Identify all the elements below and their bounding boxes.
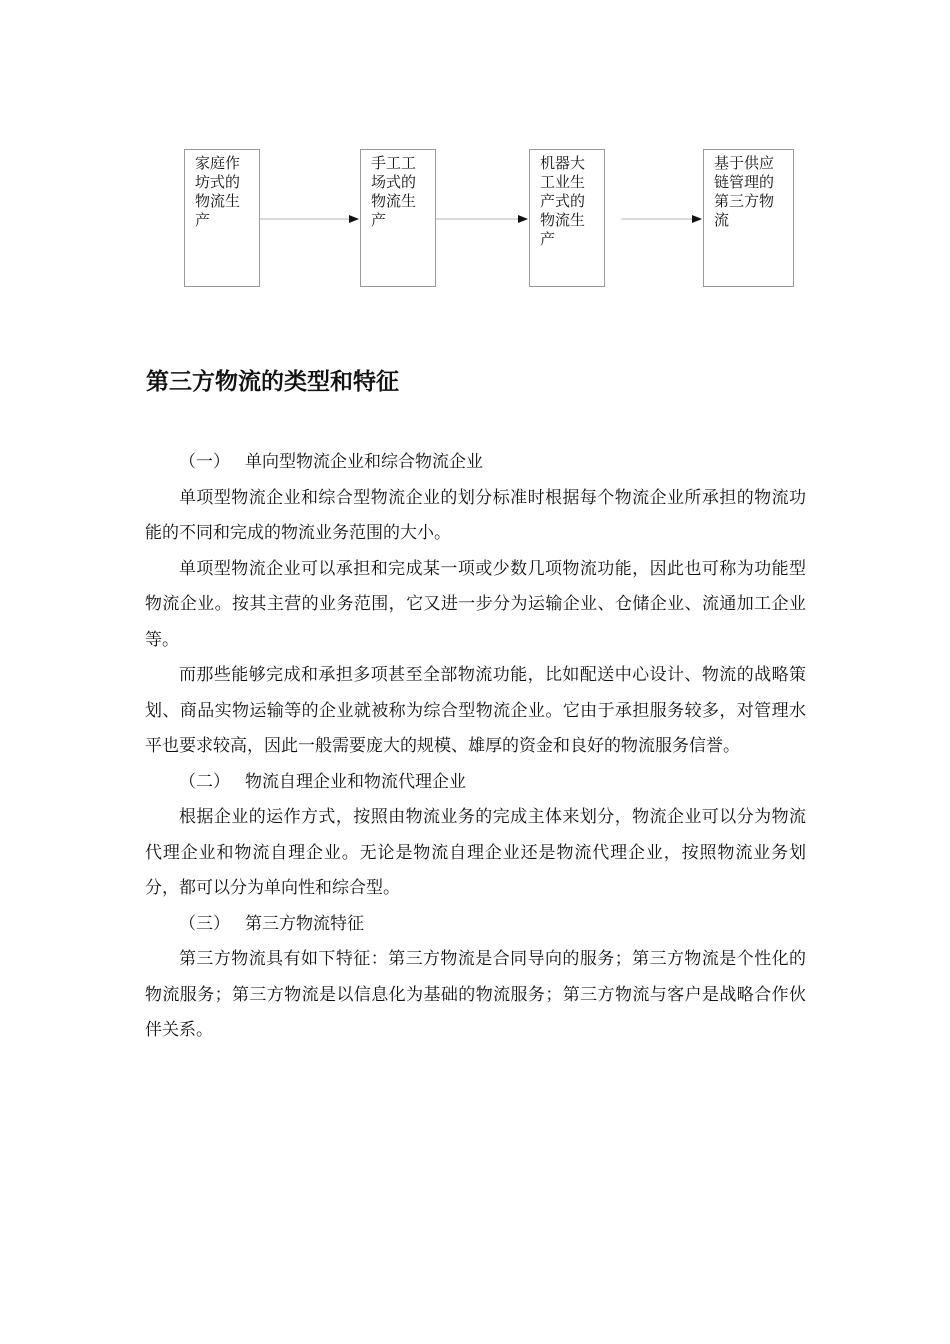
flow-box-supply-chain-3pl: 基于供应链管理的第三方物流: [703, 149, 794, 287]
subheading-number: （三）: [179, 913, 230, 934]
paragraph-2: 单项型物流企业可以承担和完成某一项或少数几项物流功能，因此也可称为功能型物流企业。按其主营的业务范围，它又进一步分为运输企业、仓储企业、流通加工企业等。: [145, 558, 806, 650]
flow-box-household-workshop: 家庭作坊式的物流生产: [184, 149, 260, 287]
section-title: 第三方物流的类型和特征: [146, 369, 399, 395]
subheading-text: 单向型物流企业和综合物流企业: [245, 452, 483, 472]
flow-arrows: [0, 0, 950, 300]
subheading-3: [145, 907, 806, 943]
subheading-1: [145, 445, 806, 481]
subheading-text: 第三方物流特征: [245, 913, 364, 934]
paragraph-5: 第三方物流具有如下特征：第三方物流是合同导向的服务；第三方物流是个性化的物流服务；第三方物流是以信息化为基础的物流服务；第三方物流与客户是战略合作伙伴关系。: [145, 949, 806, 1040]
flow-box-machine-industry: 机器大工业生产式的物流生产: [529, 149, 605, 287]
paragraph-3: 而那些能够完成和承担多项甚至全部物流功能，比如配送中心设计、物流的战略策划、商品实物运输等的企业就被称为综合型物流企业。它由于承担服务较多，对管理水平也要求较高，因此一般需要庞大的规模、雄厚的资金和良好的物流服务信誉。: [145, 665, 806, 756]
section-content: [145, 445, 806, 1049]
paragraph-4: 根据企业的运作方式，按照由物流业务的完成主体来划分，物流企业可以分为物流代理企业和物流自理企业。无论是物流自理企业还是物流代理企业，按照物流业务划分，都可以分为单向性和综合型。: [145, 807, 806, 898]
flow-box-handicraft-workshop: 手工工场式的物流生产: [360, 149, 436, 287]
evolution-flow-diagram: [0, 0, 950, 300]
subheading-2: [145, 765, 806, 801]
subheading-number: （二）: [179, 771, 230, 792]
subheading-number: （一）: [179, 452, 230, 472]
subheading-text: 物流自理企业和物流代理企业: [245, 771, 466, 792]
paragraph-1: 单项型物流企业和综合型物流企业的划分标准时根据每个物流企业所承担的物流功能的不同和完成的物流业务范围的大小。: [145, 487, 806, 543]
